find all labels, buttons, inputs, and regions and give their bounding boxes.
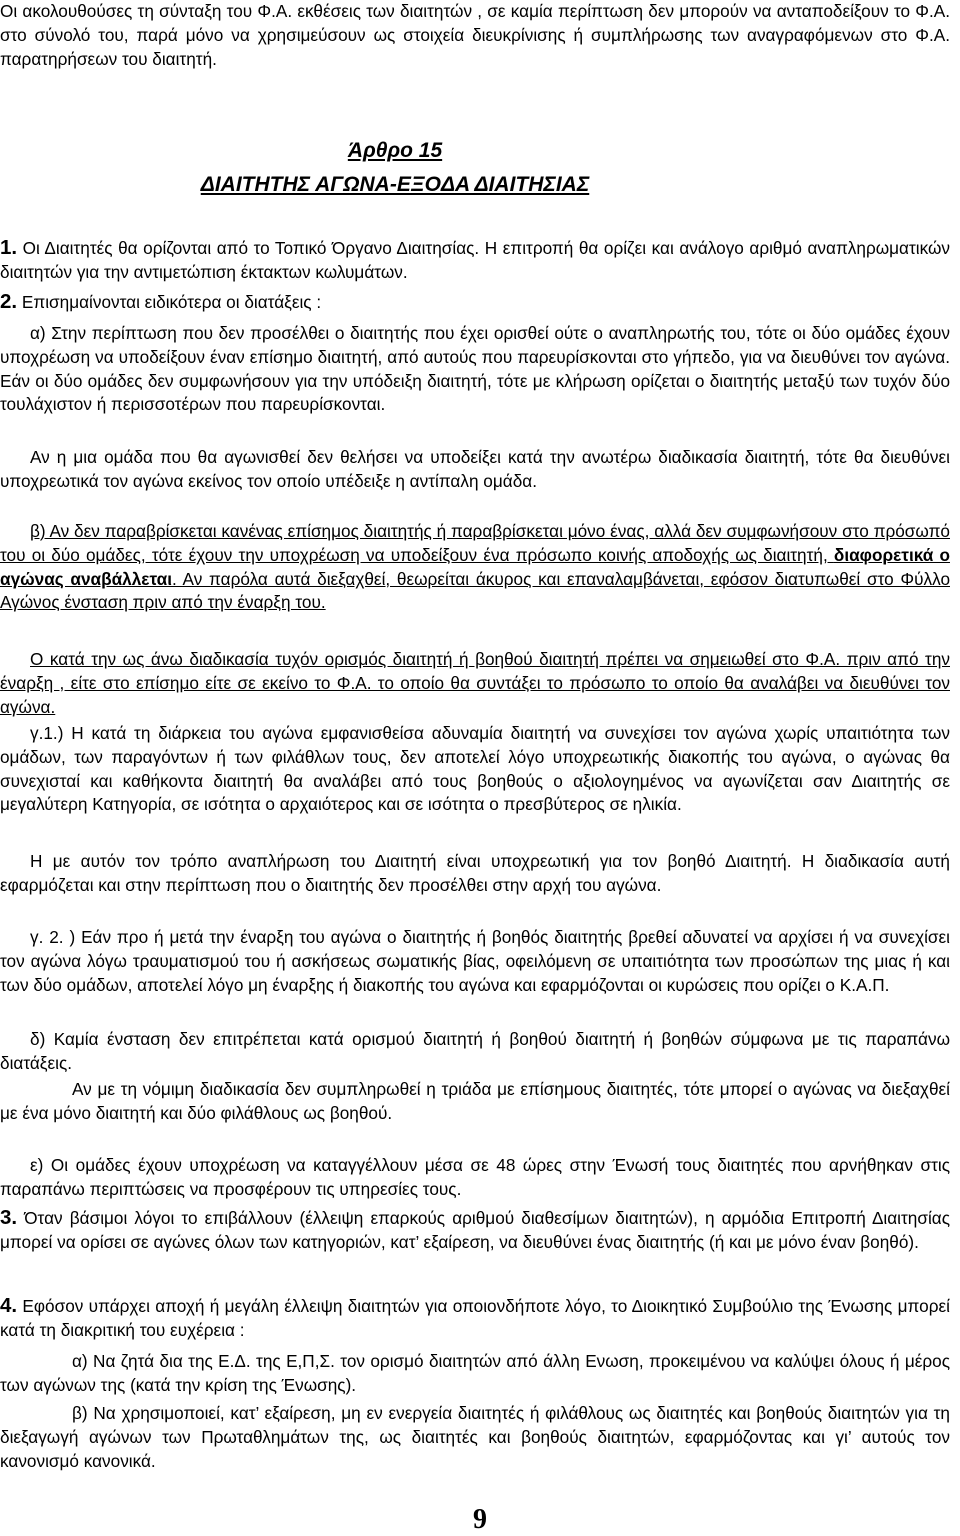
article-title: Άρθρο 15: [347, 139, 443, 162]
paragraph-2d: δ) Καμία ένσταση δεν επιτρέπεται κατά ορισμού διαιτητή ή βοηθού διαιτητή ή βοηθών σύμφωνα με τις παραπάνω διατάξεις.: [0, 1029, 950, 1073]
paragraph-4b: β) Να χρησιμοποιεί, κατ’ εξαίρεση, μη εν ενεργεία διαιτητές ή φιλάθλους ως διαιτητές και βοηθούς διαιτητών για τη διεξαγωγή αγώνων των Πρωταθλημάτων της, ως διαιτητές και βοηθούς διαιτητών, εφαρμόζοντας και γι’ αυτούς τον κανονισμό κανονικά.: [0, 1403, 950, 1471]
paragraph-2b-part2: . Αν παρόλα αυτά διεξαχθεί, θεωρείται άκυρος και επαναλαμβάνεται, εφόσον διατυπωθεί στο Φύλλο Αγώνος ένσταση πριν από την έναρξη του.: [0, 568, 950, 613]
paragraph-3-text: Όταν βάσιμοι λόγοι το επιβάλλουν (έλλειψη επαρκούς αριθμού διαθεσίμων διαιτητών), η αρμόδια Επιτροπή Διαιτησίας μπορεί να ορίσει σε αγώνες όλων των κατηγοριών, κατ’ εξαίρεση, να διευθύνει ένας διαιτητής (ή και με μόνο έναν βοηθό).: [0, 1208, 950, 1252]
paragraph-2-number: 2.: [0, 290, 18, 313]
paragraph-2c1: γ.1.) Η κατά τη διάρκεια του αγώνα εμφανισθείσα αδυναμία διαιτητή να συνεχίσει τον αγώνα χωρίς υπαιτιότητα των ομάδων, των παραγόντων ή των φιλάθλων τους, δεν αποτελεί λόγο υποχρεωτικής διακοπής του αγώνα, ο αγώνας θα συνεχισταί και καθήκοντα διαιτητή θα αναλάβει από τους βοηθούς ο αξιολογημένος να αγωνίζεται σαν Διαιτητής σε μεγαλύτερη Κατηγορία, σε ισότητα ο αρχαιότερος και σε ισότητα ο πρεσβύτερος σε ηλικία.: [0, 723, 950, 815]
intro-paragraph: Οι ακολουθούσες τη σύνταξη του Φ.Α. εκθέσεις των διαιτητών , σε καμία περίπτωση δεν μπορούν να ανταποδείξουν το Φ.Α. στο σύνολό του, παρά μόνο να χρησιμεύσουν ως στοιχεία διευκρίνισης ή συμπλήρωσης των αναγραφόμενων στο Φ.Α. παρατηρήσεων του διαιτητή.: [0, 1, 950, 69]
paragraph-2b-part1: β) Αν δεν παραβρίσκεται κανένας επίσημος διαιτητής ή παραβρίσκεται μόνο ένας, αλλά δεν συμφωνήσουν στο πρόσωπό του οι δύο ομάδες, τότε έχουν την υποχρέωση να υποδείξουν ένα πρόσωπο κοινής αποδοχής ως διαιτητή,: [0, 521, 950, 565]
paragraph-2a-cont: Αν η μια ομάδα που θα αγωνισθεί δεν θελήσει να υποδείξει κατά την ανωτέρω διαδικασία διαιτητή, τότε θα διευθύνει υποχρεωτικά τον αγώνα εκείνος τον οποίο υπέδειξε η αντίπαλη ομάδα.: [0, 447, 950, 491]
page-number: 9: [473, 1504, 487, 1535]
paragraph-2b-bold: διαφορετικά ο αγώνας αναβάλλεται: [0, 544, 950, 589]
paragraph-2b: [0, 520, 950, 615]
paragraph-2c2: γ. 2. ) Εάν προ ή μετά την έναρξη του αγώνα ο διαιτητής ή βοηθός διαιτητής βρεθεί αδυνατεί να αρχίσει ή να συνεχίσει τον αγώνα λόγω τραυματισμού του ή ασκήσεως σωματικής βίας, οφειλόμενη σε υπαιτιότητα των προσώπων της μιας ή και των δύο ομάδων, αποτελεί λόγο μη έναρξης ή διακοπής του αγώνα και εφαρμόζονται οι κυρώσεις που ορίζει ο Κ.Α.Π.: [0, 927, 950, 995]
paragraph-1-number: 1.: [0, 236, 18, 259]
paragraph-2d-cont: Αν με τη νόμιμη διαδικασία δεν συμπληρωθεί η τριάδα με επίσημους διαιτητές, τότε μπορεί ο αγώνας να διεξαχθεί με ένα μόνο διαιτητή και δύο φιλάθλους ως βοηθού.: [0, 1079, 950, 1123]
paragraph-4-text: Εφόσον υπάρχει αποχή ή μεγάλη έλλειψη διαιτητών για οποιονδήποτε λόγο, το Διοικητικό Συμβούλιο της Ένωσης μπορεί κατά τη διακριτική του ευχέρεια :: [0, 1296, 950, 1340]
paragraph-2a: α) Στην περίπτωση που δεν προσέλθει ο διαιτητής που έχει ορισθεί ούτε ο αναπληρωτής του, τότε οι δύο ομάδες έχουν υποχρέωση να υποδείξουν έναν επίσημο διαιτητή, από αυτούς που παρευρίσκονται στο γήπεδο, για να διευθύνει τον αγώνα. Εάν οι δύο ομάδες δεν συμφωνήσουν για την υπόδειξη διαιτητή, τότε με κλήρωση ορίζεται ο διαιτητής μεταξύ των τυχόν δύο τουλάχιστον ή περισσοτέρων που παρευρίσκονται.: [0, 323, 950, 415]
paragraph-4: [0, 1294, 950, 1343]
paragraph-4a: α) Να ζητά δια της Ε.Δ. της Ε,Π,Σ. τον ορισμό διαιτητών από άλλη Ενωση, προκειμένου να καλύψει όλους ή μέρος των αγώνων της (κατά την κρίση της Ένωσης).: [0, 1351, 950, 1395]
paragraph-2-lead-text: Επισημαίνονται ειδικότερα οι διατάξεις :: [17, 292, 322, 312]
paragraph-1-text: Οι Διαιτητές θα ορίζονται από το Τοπικό Όργανο Διαιτησίας. Η επιτροπή θα ορίζει και ανάλογο αριθμό αναπληρωματικών διαιτητών για την αντιμετώπιση έκτακτων κωλυμάτων.: [0, 238, 950, 282]
paragraph-2e: ε) Οι ομάδες έχουν υποχρέωση να καταγγέλλουν μέσα σε 48 ώρες στην Ένωσή τους διαιτητές που αρνήθηκαν στις παραπάνω περιπτώσεις να προσφέρουν τις υπηρεσίες τους.: [0, 1155, 950, 1199]
paragraph-1: [0, 236, 950, 285]
paragraph-3-number: 3.: [0, 1206, 18, 1229]
paragraph-2c1-cont: Η με αυτόν τον τρόπο αναπλήρωση του Διαιτητή είναι υποχρεωτική για τον βοηθό Διαιτητή. Η διαδικασία αυτή εφαρμόζεται και στην περίπτωση που ο διαιτητής δεν προσέλθει στην αρχή του αγώνα.: [0, 851, 950, 895]
paragraph-2-lead: [0, 290, 950, 315]
paragraph-2b-note: Ο κατά την ως άνω διαδικασία τυχόν ορισμός διαιτητή ή βοηθού διαιτητή πρέπει να σημειωθεί στο Φ.Α. πριν από την έναρξη , είτε στο επίσημο είτε σε εκείνο το Φ.Α. το οποίο θα συντάξει το πρόσωπο το οποίο θα αναλάβει να διευθύνει τον αγώνα.: [0, 649, 950, 717]
paragraph-3: [0, 1206, 950, 1255]
paragraph-4-number: 4.: [0, 1294, 18, 1317]
article-subtitle: ΔΙΑΙΤΗΤΗΣ ΑΓΩΝΑ-ΕΞΟΔΑ ΔΙΑΙΤΗΣΙΑΣ: [200, 173, 590, 196]
